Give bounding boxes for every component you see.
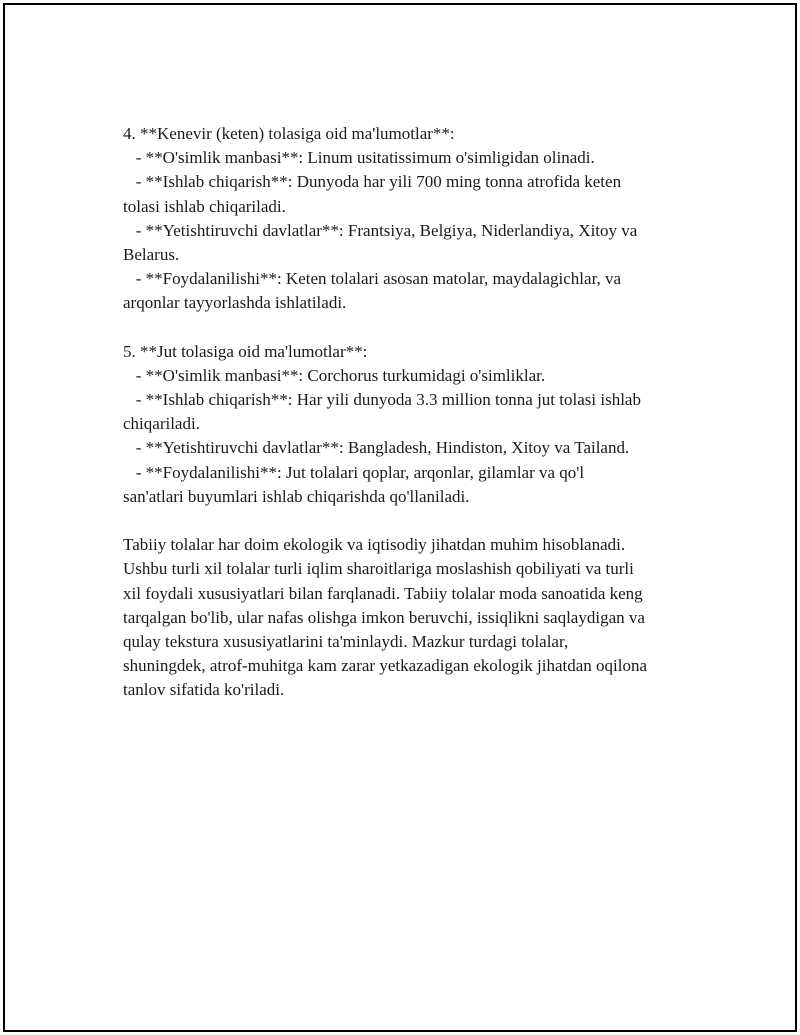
section-4-line: - **Ishlab chiqarish**: Dunyoda har yili 700 ming tonna atrofida keten	[123, 172, 622, 192]
section-4-line: Belarus.	[123, 244, 180, 264]
section-4-line: tolasi ishlab chiqariladi.	[123, 196, 286, 216]
section-5-heading: 5. **Jut tolasiga oid ma'lumotlar**:	[123, 341, 368, 361]
section-5-line: san'atlari buyumlari ishlab chiqarishda qo'llaniladi.	[123, 486, 470, 506]
section-5-line: - **O'simlik manbasi**: Corchorus turkumidagi o'simliklar.	[123, 365, 546, 385]
conclusion-line: xil foydali xususiyatlari bilan farqlanadi. Tabiiy tolalar moda sanoatida keng	[123, 583, 643, 603]
section-4-line: - **Foydalanilishi**: Keten tolalari asosan matolar, maydalagichlar, va	[123, 269, 622, 289]
conclusion-line: shuningdek, atrof-muhitga kam zarar yetkazadigan ekologik jihatdan oqilona	[123, 656, 647, 676]
paragraph-gap	[123, 316, 693, 340]
document-body	[123, 122, 693, 703]
section-4-line: arqonlar tayyorlashda ishlatiladi.	[123, 293, 347, 313]
paragraph-gap	[123, 509, 693, 533]
conclusion-line: qulay tekstura xususiyatlarini ta'minlaydi. Mazkur turdagi tolalar,	[123, 631, 569, 651]
conclusion-line: tanlov sifatida ko'riladi.	[123, 680, 285, 700]
section-4-line: - **Yetishtiruvchi davlatlar**: Frantsiya, Belgiya, Niderlandiya, Xitoy va	[123, 220, 638, 240]
page-frame	[3, 3, 797, 1032]
section-5-line: - **Foydalanilishi**: Jut tolalari qoplar, arqonlar, gilamlar va qo'l	[123, 462, 585, 482]
section-5-line: - **Yetishtiruvchi davlatlar**: Bangladesh, Hindiston, Xitoy va Tailand.	[123, 438, 630, 458]
conclusion-line: Ushbu turli xil tolalar turli iqlim sharoitlariga moslashish qobiliyati va turli	[123, 559, 634, 579]
section-4-heading: 4. **Kenevir (keten) tolasiga oid ma'lumotlar**:	[123, 124, 455, 143]
section-5-line: - **Ishlab chiqarish**: Har yili dunyoda 3.3 million tonna jut tolasi ishlab	[123, 390, 641, 410]
conclusion-line: Tabiiy tolalar har doim ekologik va iqtisodiy jihatdan muhim hisoblanadi.	[123, 535, 626, 555]
section-5-line: chiqariladi.	[123, 414, 200, 434]
section-4-line: - **O'simlik manbasi**: Linum usitatissimum o'simligidan olinadi.	[123, 148, 595, 168]
conclusion-line: tarqalgan bo'lib, ular nafas olishga imkon beruvchi, issiqlikni saqlaydigan va	[123, 607, 645, 627]
